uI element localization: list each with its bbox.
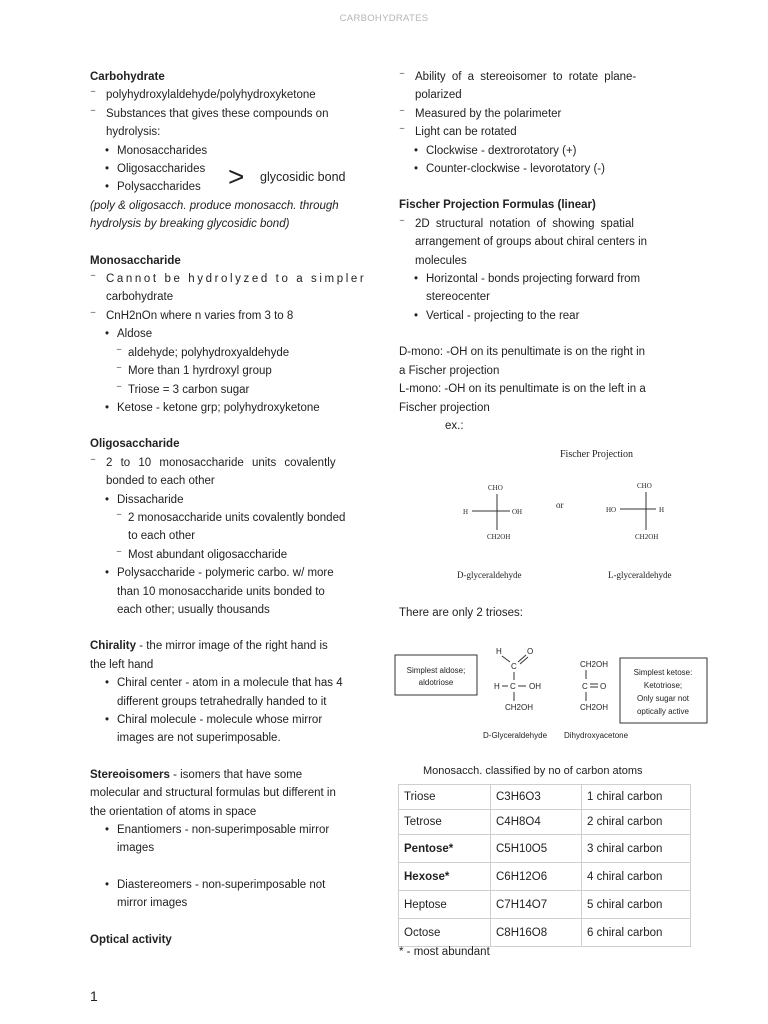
list-item: ⁻ 2 to 10 monosaccharide units covalently	[90, 455, 336, 469]
text-line: a Fischer projection	[399, 364, 500, 377]
text-line: D-mono: -OH on its penultimate is on the right in	[399, 346, 646, 359]
l-bottom: CH2OH	[635, 533, 659, 541]
heading-stereoisomers: Stereoisomers	[90, 768, 170, 781]
list-item: ⁻ polyhydroxylaldehyde/polyhydroxyketone	[90, 88, 316, 102]
l-name: L-glyceraldehyde	[608, 570, 672, 580]
d-left: H	[463, 508, 469, 516]
ald-H2: H	[494, 682, 500, 691]
table-cell-name: Octose	[399, 919, 491, 947]
page-header: CARBOHYDRATES	[339, 13, 429, 24]
list-item: ⁻ Cannot be hydrolyzed to a simpler	[90, 272, 367, 286]
example-label: ex.:	[445, 419, 464, 432]
heading-monosaccharide: Monosaccharide	[90, 254, 181, 267]
list-item: • Polysaccharide - polymeric carbo. w/ more	[105, 567, 334, 580]
text-line: L-mono: -OH on its penultimate is on the left in a	[399, 383, 646, 396]
ald-bond-o2	[520, 657, 528, 664]
list-item: ⁻ Measured by the polarimeter	[399, 106, 562, 120]
list-item: ⁻ Triose = 3 carbon sugar	[116, 382, 250, 396]
name-dihydroxyacetone: Dihydroxyacetone	[564, 731, 629, 740]
list-item: ⁻ aldehyde; polyhydroxyaldehyde	[116, 345, 290, 359]
right-column	[399, 68, 678, 435]
d-bottom: CH2OH	[487, 533, 511, 541]
table-row	[399, 891, 691, 919]
table-cell-name: Tetrose	[399, 810, 491, 835]
ket-bottom: CH2OH	[580, 703, 609, 712]
list-item-cont: carbohydrate	[106, 291, 174, 304]
list-item: ⁻ More than 1 hyrdroxyl group	[116, 364, 272, 378]
list-item-cont: than 10 monosaccharide units bonded to	[117, 585, 325, 598]
list-item: • Ketose - ketone grp; polyhydroxyketone	[105, 401, 320, 414]
aldose-box	[395, 655, 477, 695]
list-item: ⁻ 2D structural notation of showing spatial	[399, 216, 634, 230]
table-caption: Monosacch. classified by no of carbon atoms	[423, 765, 643, 777]
l-top: CHO	[637, 482, 652, 490]
list-item: ⁻ Light can be rotated	[399, 125, 517, 139]
ketose-box-line: Only sugar not	[636, 694, 690, 703]
chirality-paragraph: Chirality - the mirror image of the right hand is	[90, 640, 328, 653]
table-cell-formula: C4H8O4	[491, 810, 582, 835]
list-item-cont: bonded to each other	[106, 475, 215, 488]
ald-O: O	[527, 647, 534, 656]
list-item: • Chiral molecule - molecule whose mirror	[105, 714, 323, 726]
list-item-cont: polarized	[415, 89, 462, 102]
table-cell-chiral: 5 chiral carbon	[582, 891, 691, 919]
table-cell-name: Triose	[399, 785, 491, 810]
table-cell-formula: C6H12O6	[491, 863, 582, 891]
list-item: • Clockwise - dextrorotatory (+)	[414, 144, 577, 157]
list-item: • Counter-clockwise - levorotatory (-)	[414, 163, 605, 176]
list-item: • Chiral center - atom in a molecule that has 4	[105, 677, 343, 690]
list-item: ⁻ CnH2nOn where n varies from 3 to 8	[90, 308, 294, 322]
heading-optical-activity: Optical activity	[90, 933, 172, 946]
ald-OH: OH	[529, 682, 541, 691]
list-item: • Polysaccharides	[105, 181, 201, 194]
ald-H: H	[496, 647, 502, 656]
text-line: the left hand	[90, 658, 154, 671]
list-item: • Monosaccharides	[105, 144, 208, 157]
text-line: Fischer projection	[399, 401, 490, 414]
table-cell-chiral: 1 chiral carbon	[582, 785, 691, 810]
table-cell-formula: C3H6O3	[491, 785, 582, 810]
ald-C2: C	[510, 682, 516, 691]
list-item: • Vertical - projecting to the rear	[414, 309, 580, 322]
table-row	[399, 863, 691, 891]
list-item: ⁻ Most abundant oligosaccharide	[116, 547, 288, 561]
text-line: molecular and structural formulas but different in	[90, 787, 336, 800]
table-row	[399, 835, 691, 863]
table-cell-formula: C8H16O8	[491, 919, 582, 947]
list-item: ⁻ 2 monosaccharide units covalently bonded	[116, 510, 346, 524]
brace-icon: >	[228, 161, 245, 192]
table-cell-formula: C7H14O7	[491, 891, 582, 919]
note-line: hydrolysis by breaking glycosidic bond)	[90, 218, 290, 231]
list-item-cont: arrangement of groups about chiral centers in	[415, 236, 648, 249]
table-cell-chiral: 4 chiral carbon	[582, 863, 691, 891]
ketose-box-line: optically active	[636, 707, 690, 716]
l-right: H	[659, 506, 665, 514]
ald-C1: C	[511, 662, 517, 671]
d-top: CHO	[488, 484, 503, 492]
list-item: • Diastereomers - non-superimposable not	[105, 878, 326, 891]
list-item-cont: images are not superimposable.	[117, 732, 281, 745]
d-right: OH	[512, 508, 523, 516]
table-cell-name: Pentose*	[399, 835, 491, 863]
list-item-cont: images	[117, 842, 155, 855]
table-cell-chiral: 6 chiral carbon	[582, 919, 691, 947]
page-number: 1	[90, 988, 98, 1004]
list-item: • Aldose	[105, 328, 153, 341]
note-line: (poly & oligosacch. produce monosacch. through	[90, 199, 339, 212]
or-label: or	[556, 500, 564, 510]
aldose-box-line2: aldotriose	[418, 678, 454, 687]
ket-top: CH2OH	[580, 660, 609, 669]
trioses-line: There are only 2 trioses:	[399, 607, 524, 619]
glycosidic-bond-label: glycosidic bond	[260, 170, 346, 184]
l-left: HO	[606, 506, 617, 514]
list-item-cont: each other; usually thousands	[117, 603, 270, 616]
triose-figure	[390, 640, 710, 750]
ketose-box-line: Simplest ketose:	[633, 668, 693, 677]
ketose-box-line: Ketotriose;	[643, 681, 683, 690]
list-item: • Oligosaccharides	[105, 163, 206, 176]
name-glyceraldehyde: D-Glyceraldehyde	[483, 731, 548, 740]
ket-O: O	[600, 682, 607, 691]
table-cell-formula: C5H10O5	[491, 835, 582, 863]
list-item-cont: mirror images	[117, 897, 188, 910]
ald-CH2OH: CH2OH	[505, 703, 534, 712]
list-item: ⁻ Ability of a stereoisomer to rotate plane-	[399, 70, 637, 83]
heading-carbohydrate: Carbohydrate	[90, 71, 165, 83]
list-item-cont: to each other	[128, 530, 196, 543]
table-cell-chiral: 3 chiral carbon	[582, 835, 691, 863]
list-item-cont: different groups tetrahedrally handed to it	[117, 695, 327, 708]
fischer-title: Fischer Projection	[560, 449, 634, 460]
ald-bond-h	[502, 656, 510, 662]
table-row	[399, 785, 691, 810]
left-column	[90, 68, 369, 949]
heading-chirality: Chirality	[90, 640, 137, 653]
ket-C: C	[582, 682, 588, 691]
table-cell-chiral: 2 chiral carbon	[582, 810, 691, 835]
stereo-paragraph: Stereoisomers - isomers that have some	[90, 768, 303, 781]
table-cell-name: Heptose	[399, 891, 491, 919]
list-item-cont: hydrolysis:	[106, 126, 161, 139]
heading-fischer: Fischer Projection Formulas (linear)	[399, 199, 596, 212]
table-cell-name: Hexose*	[399, 863, 491, 891]
table-row	[399, 919, 691, 947]
list-item-cont: molecules	[415, 254, 467, 267]
list-item: ⁻ Substances that gives these compounds on	[90, 106, 329, 120]
heading-oligosaccharide: Oligosaccharide	[90, 438, 180, 451]
aldose-box-line1: Simplest aldose;	[406, 666, 466, 675]
text-line: the orientation of atoms in space	[90, 805, 257, 818]
list-item: • Dissacharide	[105, 493, 184, 506]
list-item: • Horizontal - bonds projecting forward from	[414, 273, 641, 286]
monosaccharide-table	[398, 784, 691, 947]
list-item-cont: stereocenter	[426, 291, 490, 304]
ald-bond-o1	[518, 655, 526, 662]
table-row	[399, 810, 691, 835]
list-item: • Enantiomers - non-superimposable mirror	[105, 824, 330, 837]
fischer-projection-figure	[440, 444, 690, 584]
d-name: D-glyceraldehyde	[457, 570, 522, 580]
table-footnote: * - most abundant	[399, 946, 490, 958]
